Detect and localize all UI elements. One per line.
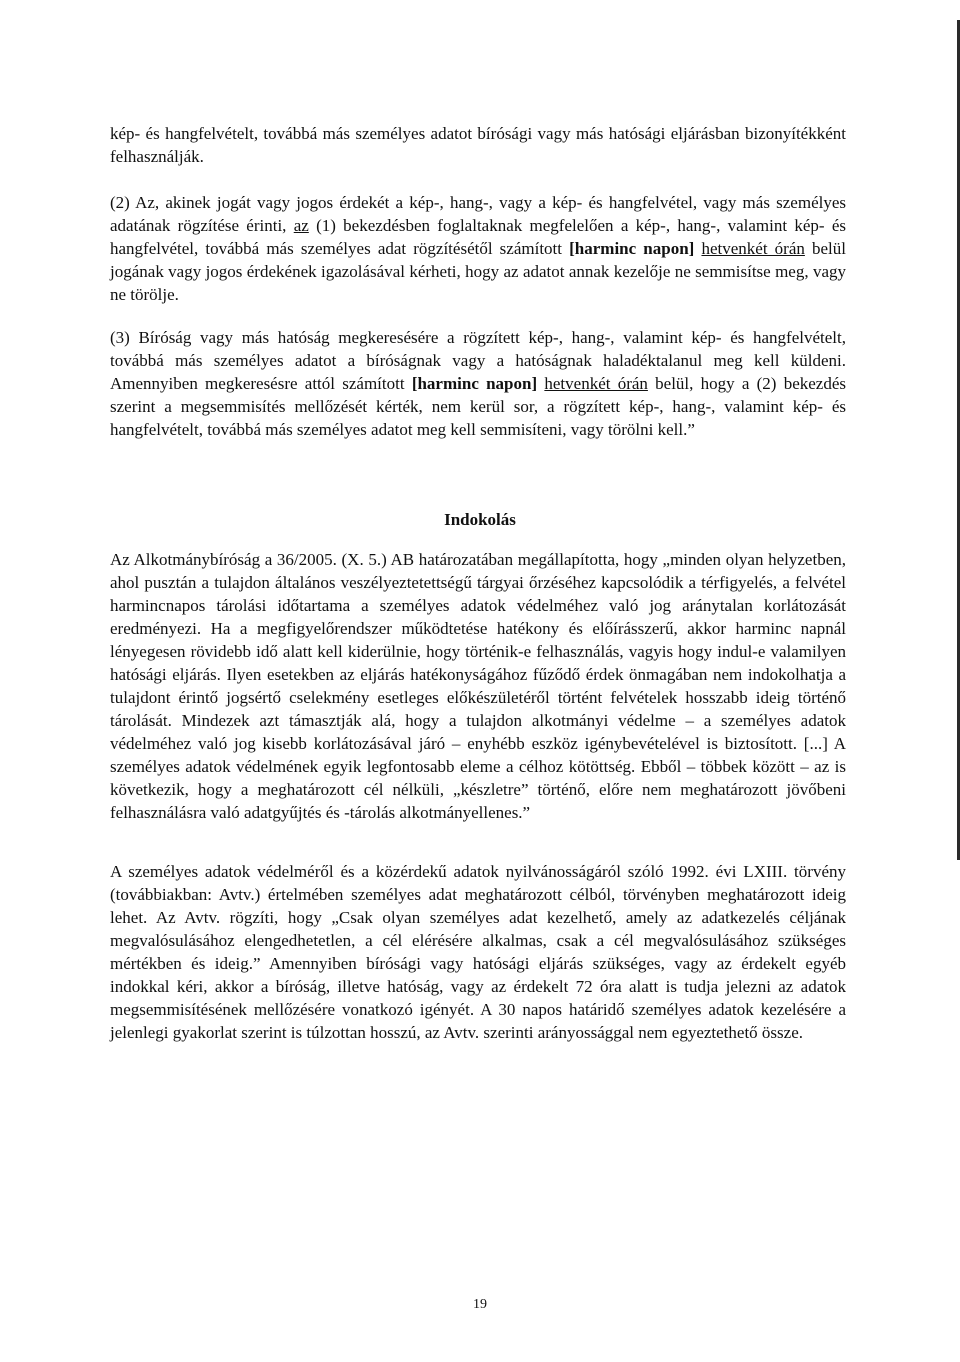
text-run: belül jogának vagy jogos érdekének igazolásával kérheti, hogy az adatot annak kezelője ne semmisítse meg, vagy ne törölje. [110,239,847,304]
text-run: (3) Bíróság vagy más hatóság megkeresésére a rögzített kép-, hang-, valamint kép- és hangfelvételt, továbbá más személyes adatot a bíróságnak vagy a hatóságnak haladéktalanul meg kell küldeni. Amennyiben megkeresésre attól számított [110,328,846,393]
paragraph-section-3 [110,326,846,441]
paragraph-justification-2 [110,860,846,1044]
underlined-inserted-text: az [293,216,309,235]
paragraph-section-2 [110,191,846,306]
section-heading: Indokolás [444,510,516,529]
bracketed-deleted-text: [harminc napon] [411,374,538,393]
text-run: A személyes adatok védelméről és a közérdekű adatok nyilvánosságáról szóló 1992. évi LXIII. törvény (továbbiakban: Avtv.) értelmében személyes adat meghatározott célból, törvényben meghatározott ideig lehet. Az Avtv. rögzíti, hogy „Csak olyan személyes adat kezelhető, amely az adatkezelés céljának megvalósulásához elengedhetetlen, a cél elérésére alkalmas, csak a cél megvalósulásához szükséges mértékben és ideig.” Amennyiben bírósági vagy hatósági eljárás szükséges, vagy az érdekelt egyéb indokkal kéri, akkor a bíróság, illetve hatóság, vagy az érdekelt 72 óra alatt is tudja jelezni az adatok megsemmisítésének mellőzésére vonatkozó igényét. A 30 napos határidő személyes adatok kezelésére a jelenlegi gyakorlat szerint is túlzottan hosszú, az Avtv. szerinti arányossággal nem egyeztethető össze. [110,862,846,1042]
text-run: kép- és hangfelvételt, továbbá más személyes adatot bírósági vagy más hatósági eljárásban bizonyítékként felhasználják. [110,124,846,166]
text-run: (1) bekezdésben foglaltaknak megfelelően a kép-, hang-, valamint kép- és hangfelvétel, továbbá más személyes adat rögzítésétől számított [110,216,846,258]
text-run: (2) Az, akinek jogát vagy jogos érdekét a kép-, hang-, vagy a kép- és hangfelvétel, vagy más személyes adatának rögzítése érinti, [110,193,846,235]
paragraph-justification-1 [110,548,846,824]
page-number: 19 [473,1297,487,1312]
underlined-inserted-text: hetvenkét órán [701,239,805,258]
text-run: Az Alkotmánybíróság a 36/2005. (X. 5.) AB határozatában megállapította, hogy „minden olyan helyzetben, ahol pusztán a tulajdon általános veszélyeztetettségű tárgyai őrzéséhez kapcsolódik a térfigyelés, a felvétel harmincnapos tárolási időtartama a személyes adatok védelméhez való jog aránytalan korlátozását eredményezi. Ha a megfigyelőrendszer működtetése hatékony és előírásszerű, akkor harminc napnál lényegesen rövidebb idő alatt kell kiderülnie, hogy történik-e felhasználás, vagyis hogy indul-e valamilyen hatósági eljárás. Ilyen esetekben az eljárás hatékonyságához fűződő érdek önmagában nem indokolhatja a tulajdont érintő jogsértő cselekmény esetleges előkészületéről történt felvételek hosszabb ideig történő tárolását. Mindezek azt támasztják alá, hogy a tulajdon alkotmányi védelme – a személyes adatok védelméhez való jog kisebb korlátozásával járó – enyhébb eszköz igénybevételével is biztosított. [...] A személyes adatok védelmének egyik legfontosabb eleme a célhoz kötöttség. Ebből – többek között – az is következik, hogy a meghatározott cél nélküli, „készletre” történő, előre nem meghatározott jövőbeni felhasználásra való adatgyűjtés és -tárolás alkotmányellenes.” [110,550,846,822]
bracketed-deleted-text: [harminc napon] [569,239,695,258]
paragraph-continuation [110,122,846,168]
underlined-inserted-text: hetvenkét órán [544,374,648,393]
text-run: belül, hogy a (2) bekezdés szerint a megsemmisítés mellőzését kérték, nem kerül sor, a rögzített kép-, hang-, valamint kép- és hangfelvételt, továbbá más személyes adatot meg kell semmisíteni, vagy törölni kell.” [110,374,846,439]
